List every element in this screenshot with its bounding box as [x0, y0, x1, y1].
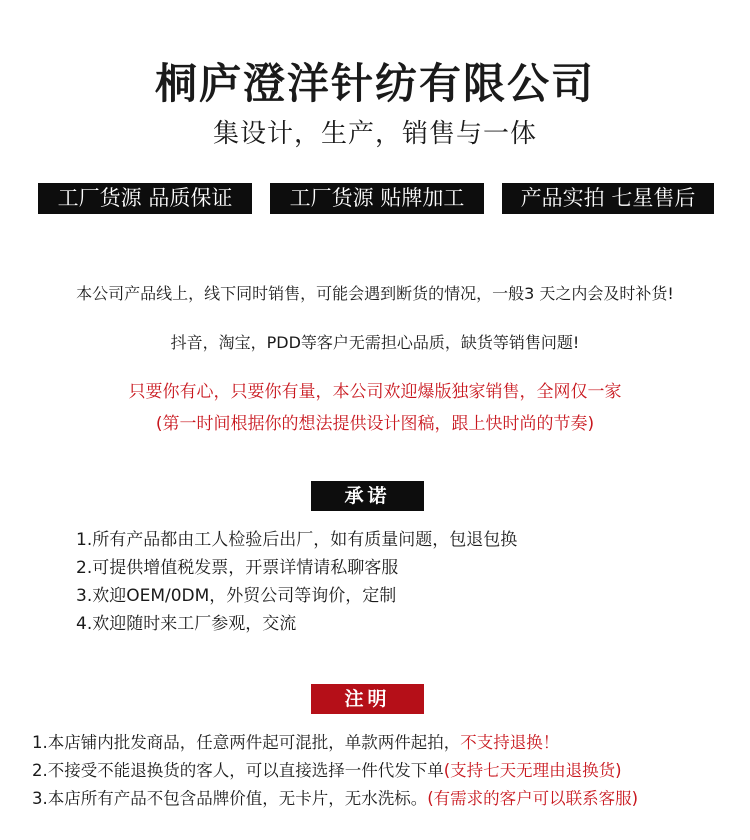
company-title: 桐庐澄洋针纺有限公司	[154, 59, 595, 108]
notice-text: 3.本店所有产品不包含品牌价值，无卡片，无水洗标。	[32, 789, 428, 808]
list-item	[32, 729, 638, 757]
badge-factory-quality: 工厂货源 品质保证	[38, 183, 252, 214]
notice-list	[32, 729, 638, 813]
list-item	[32, 785, 638, 813]
promo-exclusive-text: 只要你有心，只要你有量，本公司欢迎爆版独家销售，全网仅一家	[128, 382, 622, 402]
intro-restock-text: 本公司产品线上，线下同时销售，可能会遇到断货的情况，一般3 天之内会及时补货!	[76, 284, 674, 303]
notice-text: 2.不接受不能退换货的客人，可以直接选择一件代发下单	[32, 761, 444, 780]
notice-text: 1.本店铺内批发商品，任意两件起可混批，单款两件起拍，	[32, 733, 461, 752]
list-item	[32, 757, 638, 785]
notice-highlight: (支持七天无理由退换货)	[443, 761, 622, 780]
intro-platform-text: 抖音，淘宝，PDD等客户无需担心品质，缺货等销售问题!	[170, 333, 580, 352]
list-item: 4.欢迎随时来工厂参观，交流	[76, 614, 297, 634]
notice-highlight: (有需求的客户可以联系客服)	[427, 789, 639, 808]
promise-list	[76, 526, 517, 638]
notice-heading: 注明	[311, 684, 424, 714]
promise-heading: 承诺	[311, 481, 424, 511]
list-item: 1.所有产品都由工人检验后出厂，如有质量问题，包退包换	[76, 530, 518, 550]
company-slogan: 集设计，生产，销售与一体	[212, 119, 537, 149]
badge-real-photo-service: 产品实拍 七星售后	[502, 183, 714, 214]
list-item: 2.可提供增值税发票，开票详情请私聊客服	[76, 558, 399, 578]
promo-design-text: (第一时间根据你的想法提供设计图稿，跟上快时尚的节奏)	[155, 414, 595, 434]
list-item: 3.欢迎OEM/0DM，外贸公司等询价，定制	[76, 586, 397, 606]
notice-highlight: 不支持退换！	[460, 733, 560, 752]
badge-factory-oem: 工厂货源 贴牌加工	[270, 183, 484, 214]
